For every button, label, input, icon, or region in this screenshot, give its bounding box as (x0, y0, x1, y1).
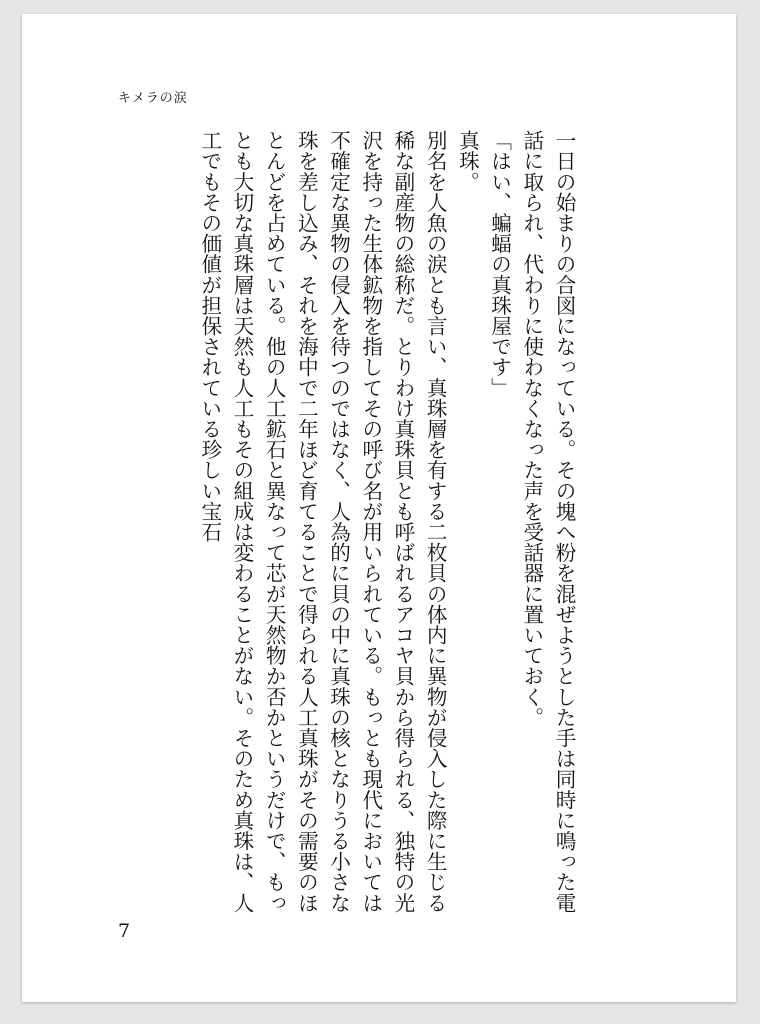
book-page (22, 14, 736, 1002)
paragraph: 真珠。 (455, 130, 480, 192)
page-number: 7 (118, 920, 131, 942)
paragraph: 別名を人魚の涙とも言い、真珠層を有する二枚貝の体内に異物が侵入した際に生じる稀な副産物の総称だ。とりわけ真珠貝とも呼ばれるアコヤ貝から得られる、独特の光沢を持った生体鉱物を指してその呼び名が用いられている。もっとも現代においては不確定な異物の侵入を待つのではなく、人為的に貝の中に真珠の核となりうる小さな珠を差し込み、それを海中で二年ほど育てることで得られる人工真珠がその需要のほとんどを占めている。他の人工鉱石と異なって芯が天然物か否かというだけで、もっとも大切な真珠層は天然も人工もその組成は変わることがない。そのため真珠は、人工でもその価値が担保されている珍しい宝石 (197, 130, 448, 913)
vertical-body-text (194, 130, 580, 920)
paragraph: 一日の始まりの合図になっている。その塊へ粉を混ぜようとした手は同時に鳴った電話に取られ、代わりに使わなくなった声を受話器に置いておく。 (519, 130, 576, 913)
dialogue-line: 「はい、蝙蝠の真珠屋です」 (487, 130, 512, 398)
running-head-title: キメラの涙 (118, 91, 188, 106)
